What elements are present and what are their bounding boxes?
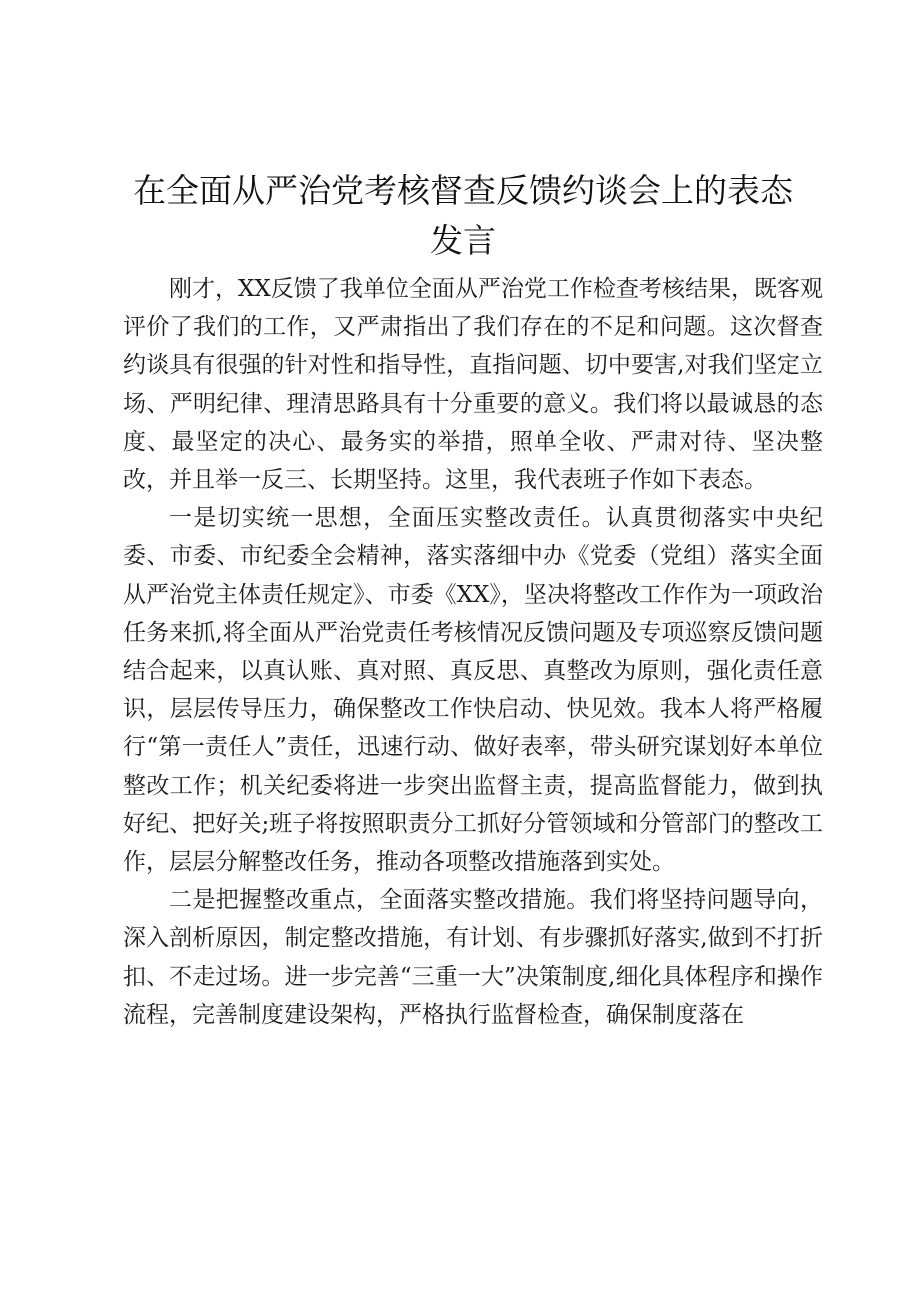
- paragraph-intro: 刚才，XX反馈了我单位全面从严治党工作检查考核结果，既客观评价了我们的工作，又严肃指出了我们存在的不足和问题。这次督查约谈具有很强的针对性和指导性，直指问题、切中要害,对我们坚定立场、严明纪律、理清思路具有十分重要的意义。我们将以最诚恳的态度、最坚定的决心、最务实的举措，照单全收、严肃对待、坚决整改，并且举一反三、长期坚持。这里，我代表班子作如下表态。: [123, 276, 823, 494]
- paragraph-point-two: 二是把握整改重点，全面落实整改措施。我们将坚持问题导向，深入剖析原因，制定整改措施，有计划、有步骤抓好落实,做到不打折扣、不走过场。进一步完善“三重一大”决策制度,细化具体程序和操作流程，完善制度建设架构，严格执行监督检查，确保制度落在: [123, 887, 823, 1028]
- document-body: [123, 270, 823, 1034]
- paragraph-point-one: 一是切实统一思想，全面压实整改责任。认真贯彻落实中央纪委、市委、市纪委全会精神，落实落细中办《党委（党组）落实全面从严治党主体责任规定》、市委《XX》，坚决将整改工作作为一项政治任务来抓,将全面从严治党责任考核情况反馈问题及专项巡察反馈问题结合起来，以真认账、真对照、真反思、真整改为原则，强化责任意识，层层传导压力，确保整改工作快启动、快见效。我本人将严格履行“第一责任人”责任，迅速行动、做好表率，带头研究谋划好本单位整改工作；机关纪委将进一步突出监督主责，提高监督能力，做到执好纪、把好关;班子将按照职责分工抓好分管领域和分管部门的整改工作，层层分解整改任务，推动各项整改措施落到实处。: [123, 505, 823, 876]
- document-title: 在全面从严治党考核督查反馈约谈会上的表态发言: [133, 171, 793, 260]
